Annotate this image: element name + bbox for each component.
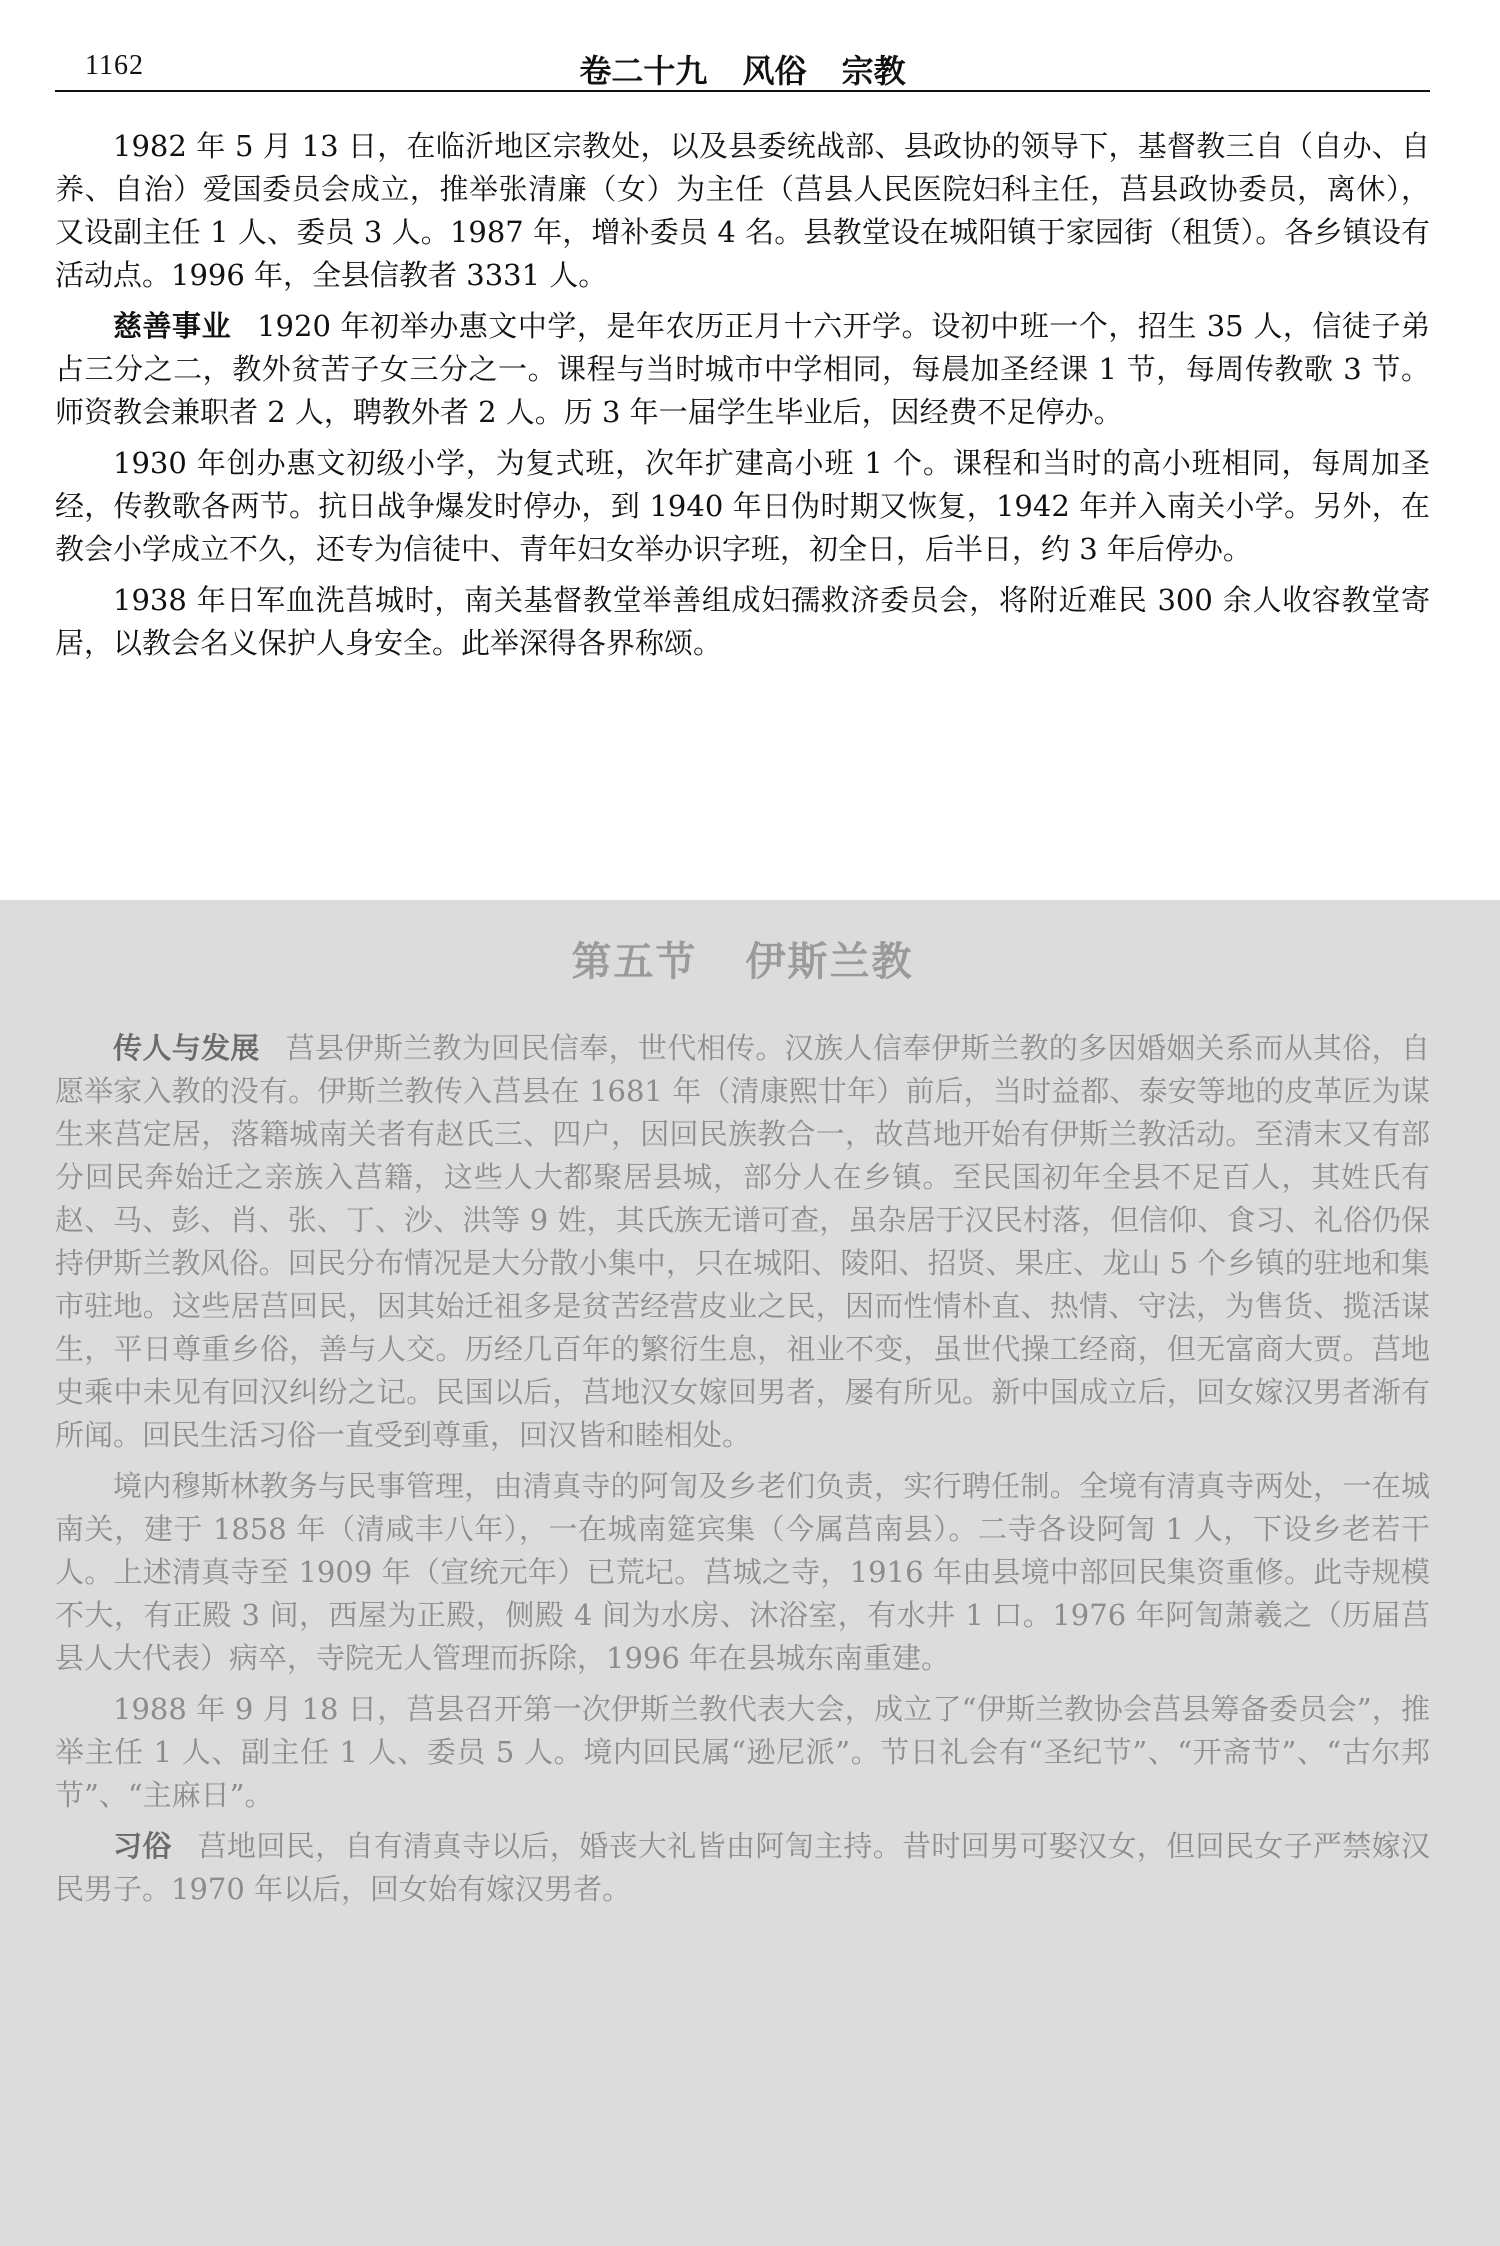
paragraph-lead: 习俗 [113,1829,172,1863]
section-label-a: 风俗 [742,52,807,90]
paragraph [55,579,1430,665]
paragraph [55,1465,1430,1680]
paragraph-text: 境内穆斯林教务与民事管理，由清真寺的阿訇及乡老们负责，实行聘任制。全境有清真寺两处，一在城南关，建于 1858 年（清咸丰八年），一在城南筵宾集（今属莒南县）。二寺各设阿訇 1 人，下设乡老若干人。上述清真寺至 1909 年（宣统元年）已荒圮。莒城之寺，1916 年由县境中部回民集资重修。此寺规模不大，有正殿 3 间，西屋为正殿，侧殿 4 间为水房、沐浴室，有水井 1 口。1976 年阿訇萧羲之（历届莒县人大代表）病卒，寺院无人管理而拆除，1996 年在县城东南重建。 [55,1469,1430,1675]
section-label-b: 宗教 [841,52,906,90]
paragraph [55,1688,1430,1817]
paragraph-lead: 慈善事业 [113,309,232,343]
paragraph [55,1027,1430,1457]
paragraph-text: 1988 年 9 月 18 日，莒县召开第一次伊斯兰教代表大会，成立了“伊斯兰教协会莒县筹备委员会”，推举主任 1 人、副主任 1 人、委员 5 人。境内回民属“逊尼派”。节日礼会有“圣纪节”、“开斋节”、“古尔邦节”、“主麻日”。 [55,1692,1430,1812]
volume-label: 卷二十九 [579,52,708,90]
running-title [55,46,1430,92]
paragraph-text: 莒县伊斯兰教为回民信奉，世代相传。汉族人信奉伊斯兰教的多因婚姻关系而从其俗，自愿举家入教的没有。伊斯兰教传入莒县在 1681 年（清康熙廿年）前后，当时益都、泰安等地的皮革匠为谋生来莒定居，落籍城南关者有赵氏三、四户，因回民族教合一，故莒地开始有伊斯兰教活动。至清末又有部分回民奔始迁之亲族入莒籍，这些人大都聚居县城，部分人在乡镇。至民国初年全县不足百人，其姓氏有赵、马、彭、肖、张、丁、沙、洪等 9 姓，其氏族无谱可查，虽杂居于汉民村落，但信仰、食习、礼俗仍保持伊斯兰教风俗。回民分布情况是大分散小集中，只在城阳、陵阳、招贤、果庄、龙山 5 个乡镇的驻地和集市驻地。这些居莒回民，因其始迁祖多是贫苦经营皮业之民，因而性情朴直、热情、守法，为售货、揽活谋生，平日尊重乡俗，善与人交。历经几百年的繁衍生息，祖业不变，虽世代操工经商，但无富商大贾。莒地史乘中未见有回汉纠纷之记。民国以后，莒地汉女嫁回男者，屡有所见。新中国成立后，回女嫁汉男者渐有所闻。回民生活习俗一直受到尊重，回汉皆和睦相处。 [55,1031,1430,1452]
paragraph-text: 莒地回民，自有清真寺以后，婚丧大礼皆由阿訇主持。昔时回男可娶汉女，但回民女子严禁嫁汉民男子。1970 年以后，回女始有嫁汉男者。 [55,1829,1430,1906]
paragraph-lead: 传人与发展 [113,1031,260,1065]
running-header [55,40,1430,92]
paragraph-text: 1930 年创办惠文初级小学，为复式班，次年扩建高小班 1 个。课程和当时的高小班相同，每周加圣经，传教歌各两节。抗日战争爆发时停办，到 1940 年日伪时期又恢复，1942 年并入南关小学。另外，在教会小学成立不久，还专为信徒中、青年妇女举办识字班，初全日，后半日，约 3 年后停办。 [55,446,1430,566]
highlighted-section [0,900,1500,2246]
section-name: 伊斯兰教 [745,939,914,985]
paragraph [55,442,1430,571]
paragraph-text: 1920 年初举办惠文中学，是年农历正月十六开学。设初中班一个，招生 35 人，信徒子弟占三分之二，教外贫苦子女三分之一。课程与当时城市中学相同，每晨加圣经课 1 节，每周传教歌 3 节。师资教会兼职者 2 人，聘教外者 2 人。历 3 年一届学生毕业后，因经费不足停办。 [55,309,1430,429]
paragraph-text: 1938 年日军血洗莒城时，南关基督教堂举善组成妇孺救济委员会，将附近难民 300 余人收容教堂寄居，以教会名义保护人身安全。此举深得各界称颂。 [55,583,1430,660]
paragraph [55,305,1430,434]
section-number: 第五节 [571,939,698,985]
christianity-text-block [55,125,1430,673]
section-title [55,930,1430,987]
paragraph [55,125,1430,297]
page-number: 1162 [85,50,144,81]
paragraph [55,1825,1430,1911]
paragraph-text: 1982 年 5 月 13 日，在临沂地区宗教处，以及县委统战部、县政协的领导下，基督教三自（自办、自养、自治）爱国委员会成立，推举张清廉（女）为主任（莒县人民医院妇科主任，莒县政协委员，离休），又设副主任 1 人、委员 3 人。1987 年，增补委员 4 名。县教堂设在城阳镇于家园街（租赁）。各乡镇设有活动点。1996 年，全县信教者 3331 人。 [55,129,1430,292]
